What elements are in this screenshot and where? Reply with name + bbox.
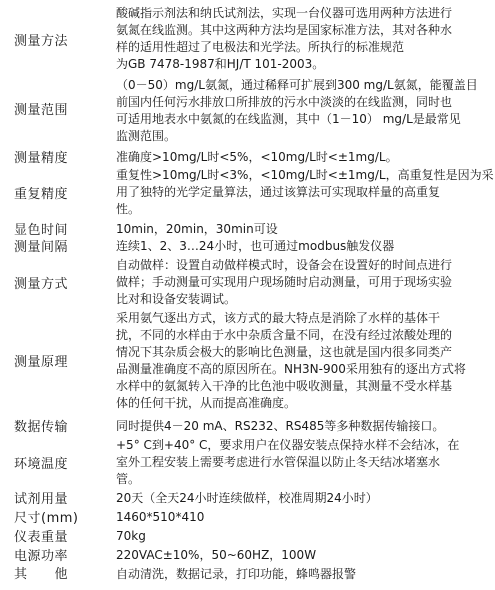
spec-value-line: +5° C到+40° C，要求用户在仪器安装点保持水样不会结冰，在: [116, 438, 460, 452]
spec-label: 重复精度: [14, 187, 69, 202]
spec-value: [116, 5, 488, 73]
spec-value-line: 1460*510*410: [116, 510, 205, 524]
spec-value: [116, 547, 488, 564]
spec-value-line: 准确度>10mg/L时<5%，<10mg/L时<±1mg/L。: [116, 150, 398, 164]
spec-value-line: 做样；手动测量可实现用户现场随时启动测量，可用于现场实验: [116, 275, 453, 289]
spec-label: 尺寸(mm): [14, 511, 79, 526]
spec-value-line: 室外工程安装上需要考虑进行水管保温以防止冬天结冰堵塞水: [116, 455, 441, 469]
spec-label: 其 他: [14, 567, 69, 582]
spec-value: [116, 528, 488, 545]
spec-value-line: 10min，20min，30min可设: [116, 222, 278, 236]
spec-value-line: 比对和设备安装调试。: [116, 292, 237, 306]
spec-value-line: 用了独特的光学定量算法，通过该算法可实现取样量的高重复: [116, 185, 441, 199]
spec-value-line: 220VAC±10%，50~60HZ，100W: [116, 548, 317, 562]
spec-value-line: 自动做样：设置自动做样模式时，设备会在设置好的时间点进行: [116, 258, 453, 272]
spec-value-line: 重复性>10mg/L时<3%，<10mg/L时<±1mg/L，高重复性是因为采: [116, 168, 494, 182]
spec-value: [116, 221, 488, 238]
spec-label: 试剂用量: [14, 492, 69, 507]
spec-value-line: 样的适用性超过了电极法和光学法。所执行的标准规范: [116, 40, 405, 54]
spec-value-line: 管。: [116, 472, 141, 486]
spec-value-line: 酸碱指示剂法和纳氏试剂法，实现一台仪器可选用两种方法进行: [116, 6, 453, 20]
spec-value-line: 体的任何干扰，从而提高准确度。: [116, 396, 297, 410]
spec-value-line: 采用氨气逐出方式，该方式的最大特点是消除了水样的基体干: [116, 311, 441, 325]
spec-value-line: 水样中的氨氮转入干净的比色池中吸收测量，其测量不受水样基: [116, 379, 453, 393]
spec-label: 测量方法: [14, 34, 69, 49]
spec-value-line: 品测量准确度不高的原因所在。NH3N-900采用独有的逐出方式将: [116, 362, 466, 376]
spec-label: 测量方式: [14, 277, 69, 292]
spec-value-line: 氨氮在线监测。其中这两种方法均是国家标准方法，其对各种水: [116, 23, 453, 37]
spec-value: [116, 490, 488, 507]
spec-label: 环境温度: [14, 457, 69, 472]
spec-value: [116, 509, 488, 526]
spec-value-line: 同时提供4－20 mA、RS232、RS485等多种数据传输接口。: [116, 419, 445, 433]
spec-label: 数据传输: [14, 420, 69, 435]
spec-value-line: 前国内任何污水排放口所排放的污水中淡淡的在线监测，同时也: [116, 95, 453, 109]
spec-value-line: （0－50）mg/L氨氮，通过稀释可扩展到300 mg/L氨氮，能覆盖目: [116, 78, 478, 92]
spec-label: 测量精度: [14, 151, 69, 166]
spec-value: [116, 566, 488, 583]
spec-label: 电源功率: [14, 549, 69, 564]
spec-value-line: 连续1、2、3…24小时，也可通过modbus触发仪器: [116, 239, 395, 253]
spec-value: [116, 77, 488, 145]
spec-label: 测量范围: [14, 103, 69, 118]
spec-value: [116, 167, 494, 218]
spec-value: [116, 437, 488, 488]
spec-value-line: 扰，不同的水样由于水中杂质含量不同，在没有经过浓酸处理的: [116, 328, 453, 342]
spec-value-line: 为GB 7478-1987和HJ/T 101-2003。: [116, 57, 325, 71]
spec-label: 测量原理: [14, 355, 69, 370]
spec-label: 测量间隔: [14, 240, 69, 255]
spec-value-line: 性。: [116, 202, 141, 216]
spec-value-line: 70kg: [116, 529, 146, 543]
spec-value: [116, 310, 488, 412]
spec-value: [116, 149, 488, 166]
spec-value-line: 情况下其杂质会极大的影响比色测量，这也就是国内很多同类产: [116, 345, 453, 359]
spec-value-line: 可适用地表水中氨氮的在线监测，其中（1－10） mg/L是最常见: [116, 112, 461, 126]
spec-value-line: 自动清洗，数据记录，打印功能，蜂鸣器报警: [116, 567, 357, 581]
spec-label: 显色时间: [14, 223, 69, 238]
spec-value: [116, 257, 488, 308]
spec-label: 仪表重量: [14, 530, 69, 545]
spec-value: [116, 238, 488, 255]
spec-value: [116, 418, 488, 435]
spec-value-line: 监测范围。: [116, 129, 177, 143]
spec-value-line: 20天（全天24小时连续做样，校准周期24小时）: [116, 491, 378, 505]
